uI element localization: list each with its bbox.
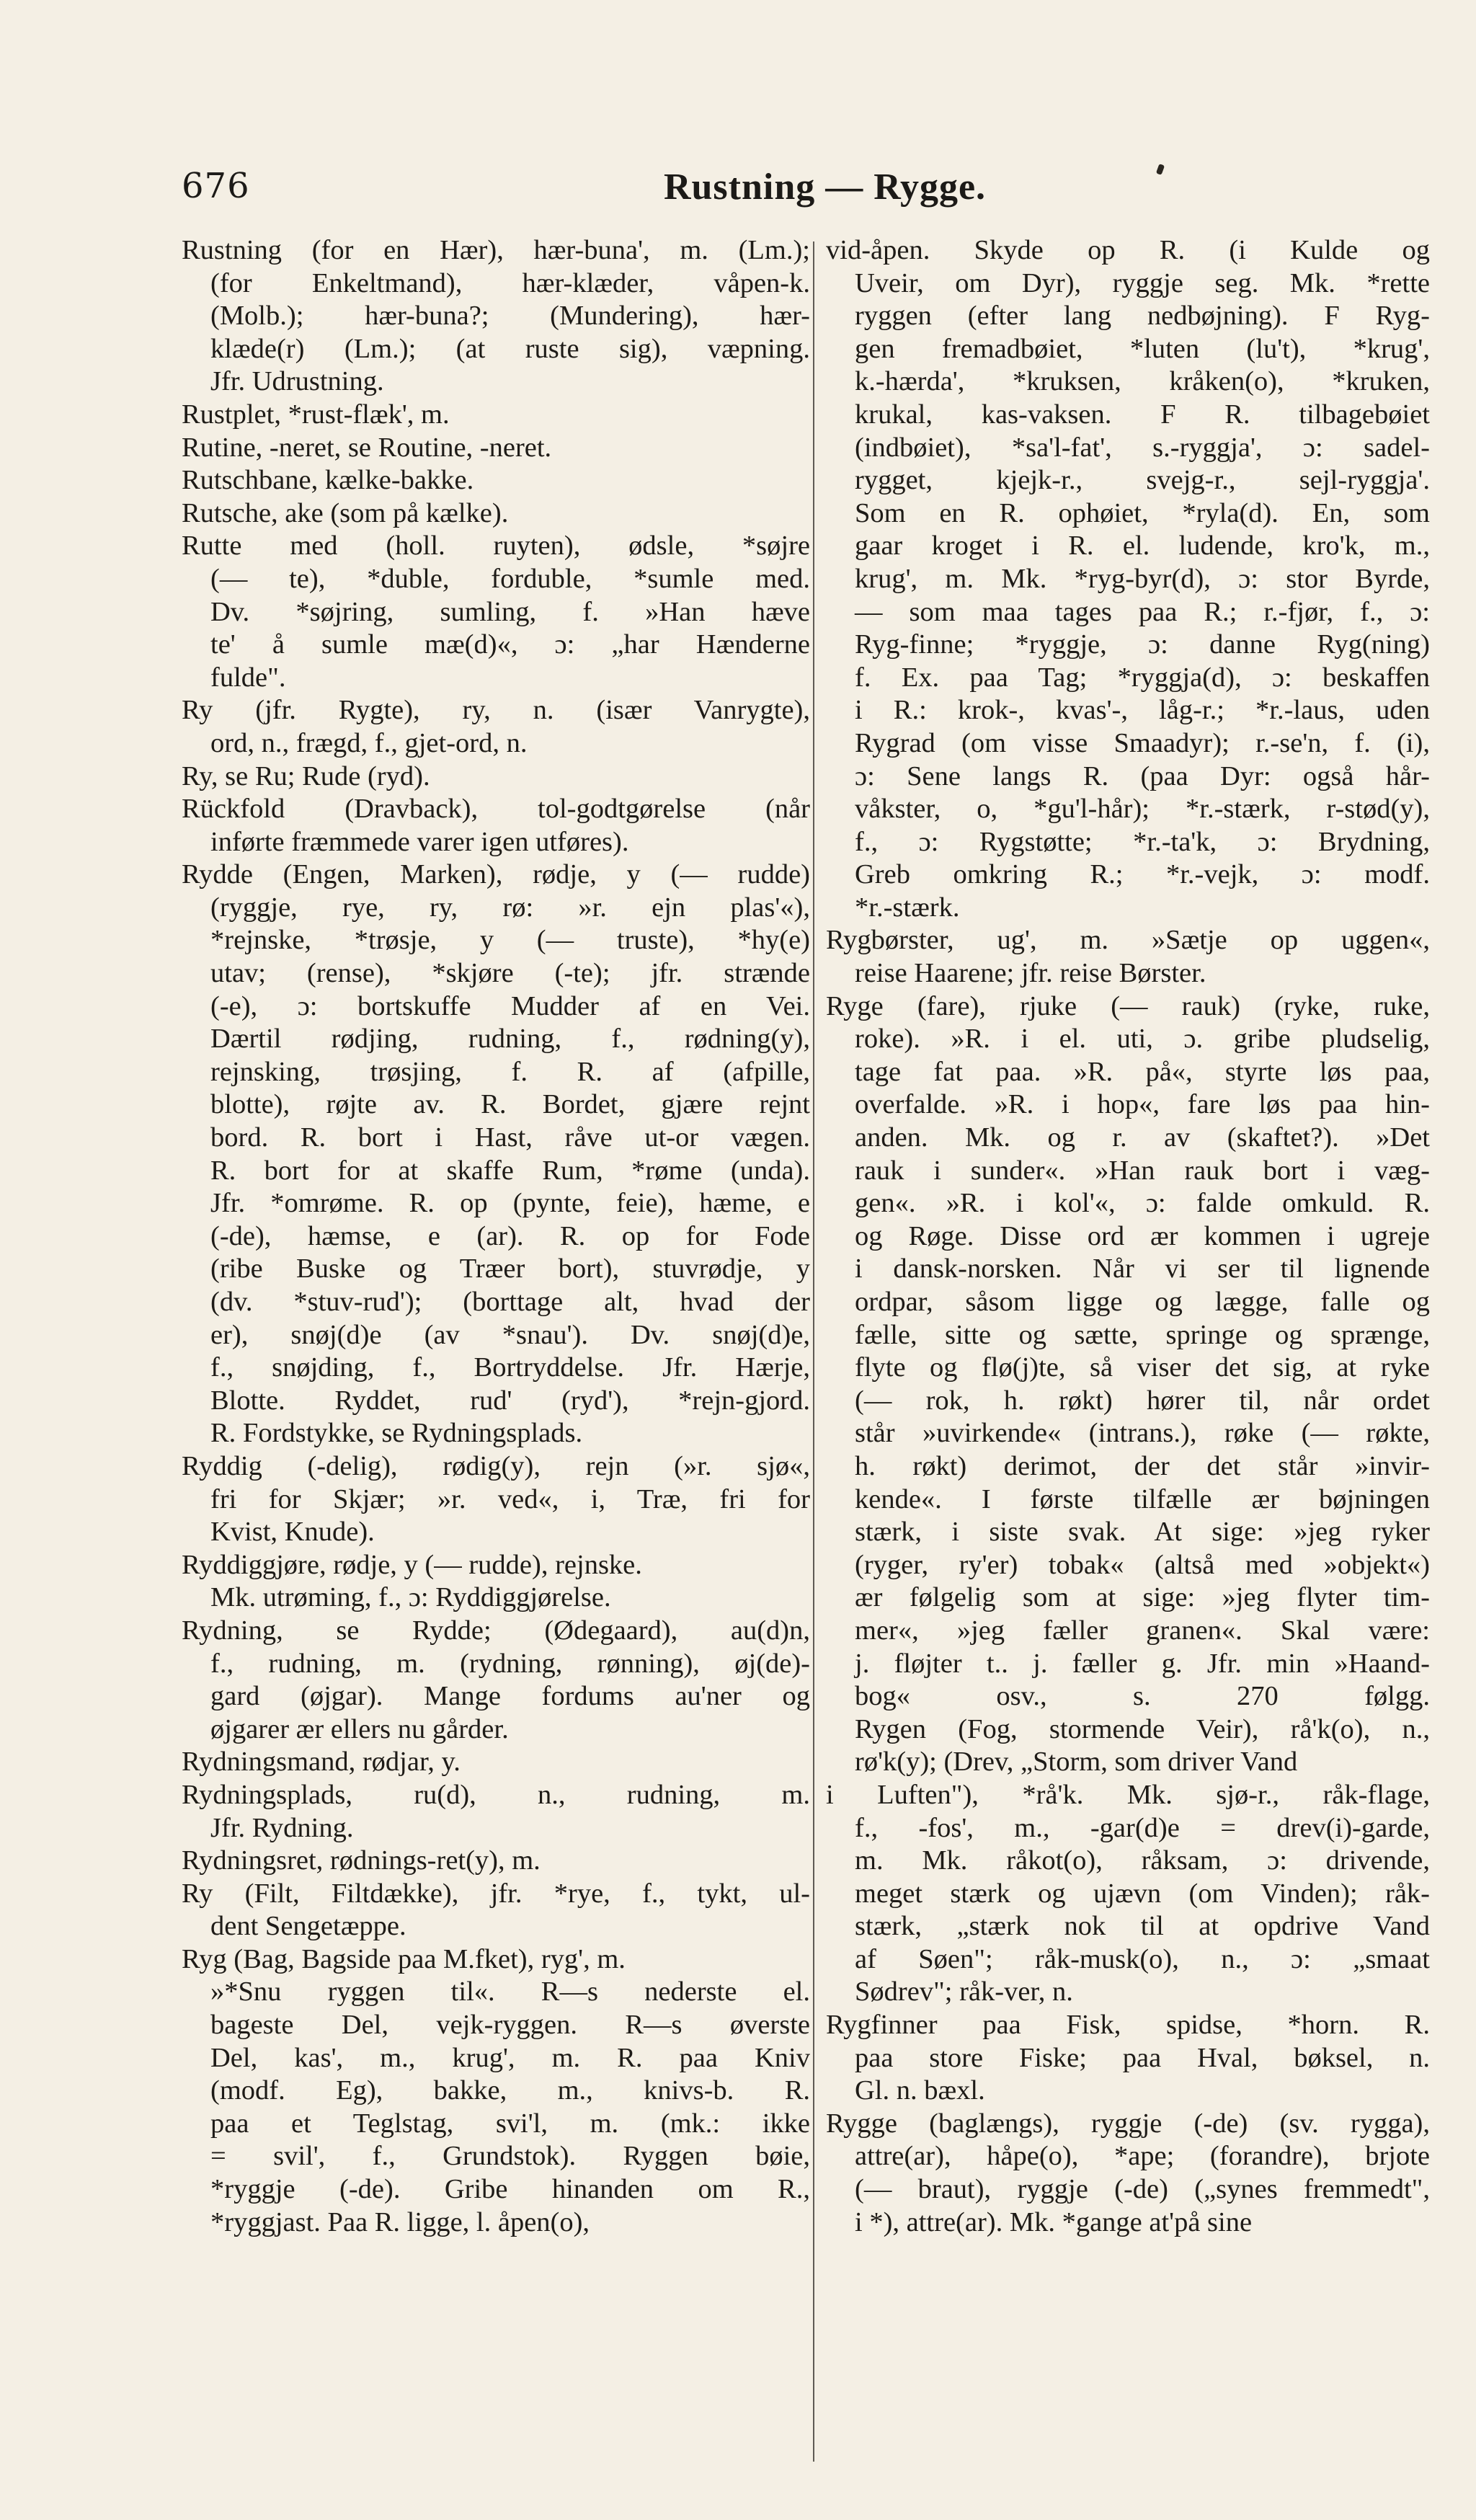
text-line: tage fat paa. »R. på«, styrte løs paa, bbox=[855, 1056, 1430, 1087]
right-column bbox=[810, 234, 1430, 2239]
text-line: (indbøiet), *sa'l-fat', s.-ryggja', ɔ: sadel- bbox=[855, 432, 1430, 463]
text-line: våkster, o, *gu'l-hår); *r.-stærk, r-stød(y), bbox=[855, 794, 1430, 825]
text-line: Rygrad (om visse Smaadyr); r.-se'n, f. (i), bbox=[855, 727, 1430, 758]
text-line: Rygen (Fog, stormende Veir), rå'k(o), n., bbox=[855, 1713, 1430, 1744]
text-line: øjgarer ær ellers nu gårder. bbox=[210, 1713, 509, 1744]
text-line: stærk, i siste svak. At sige: »jeg ryker bbox=[855, 1517, 1430, 1548]
text-line: Ry (Filt, Filtdække), jfr. *rye, f., tykt, ul- bbox=[182, 1878, 810, 1909]
text-line: f., rudning, m. (rydning, rønning), øj(de)- bbox=[210, 1648, 810, 1679]
text-line: paa et Teglstag, svi'l, m. (mk.: ikke bbox=[210, 2108, 810, 2139]
text-line: overfalde. »R. i hop«, fare løs paa hin- bbox=[855, 1089, 1430, 1120]
text-line: ryggen (efter lang nedbøjning). F Ryg- bbox=[855, 301, 1430, 332]
text-line: Kvist, Knude). bbox=[210, 1517, 375, 1548]
text-line: Rydningsmand, rødjar, y. bbox=[182, 1747, 461, 1778]
text-line: R. bort for at skaffe Rum, *røme (unda). bbox=[210, 1155, 810, 1186]
text-line: Rydning, se Rydde; (Ødegaard), au(d)n, bbox=[182, 1615, 810, 1646]
text-line: (-de), hæmse, e (ar). R. op for Fode bbox=[210, 1220, 810, 1251]
text-line: f. Ex. paa Tag; *ryggja(d), ɔ: beskaffen bbox=[855, 662, 1430, 693]
text-line: krukal, kas-vaksen. F R. tilbagebøiet bbox=[855, 399, 1430, 430]
text-line: rauk i sunder«. »Han rauk bort i væg- bbox=[855, 1155, 1430, 1186]
text-line: gen«. »R. i kol'«, ɔ: falde omkuld. R. bbox=[855, 1188, 1430, 1219]
text-line: *r.-stærk. bbox=[855, 892, 960, 923]
text-line: (for Enkeltmand), hær-klæder, våpen-k. bbox=[210, 267, 810, 298]
text-line: rejnsking, trøsjing, f. R. af (afpille, bbox=[210, 1056, 810, 1087]
text-line: Dv. *søjring, sumling, f. »Han hæve bbox=[210, 596, 810, 627]
text-line: k.-hærda', *kruksen, kråken(o), *kruken, bbox=[855, 366, 1430, 397]
text-line: mer«, »jeg fæller granen«. Skal være: bbox=[855, 1615, 1430, 1646]
text-line: blotte), røjte av. R. Bordet, gjære rejnt bbox=[210, 1089, 810, 1120]
text-line: Sødrev"; råk-ver, n. bbox=[855, 1976, 1073, 2007]
text-line: paa store Fiske; paa Hval, bøksel, n. bbox=[855, 2042, 1430, 2073]
text-line: ordpar, såsom ligge og lægge, falle og bbox=[855, 1287, 1430, 1317]
text-line: Jfr. *omrøme. R. op (pynte, feie), hæme, e bbox=[210, 1188, 810, 1219]
text-line: (ribe Buske og Træer bort), stuvrødje, y bbox=[210, 1254, 810, 1285]
text-line: Rutsche, ake (som på kælke). bbox=[182, 497, 509, 528]
text-line: attre(ar), håpe(o), *ape; (forandre), brjote bbox=[855, 2141, 1430, 2172]
text-line: ær følgelig som at sige: »jeg flyter tim- bbox=[855, 1582, 1430, 1613]
text-line: krug', m. Mk. *ryg-byr(d), ɔ: stor Byrde, bbox=[855, 563, 1430, 594]
text-line: Ry (jfr. Rygte), ry, n. (især Vanrygte), bbox=[182, 695, 810, 726]
text-line: stærk, „stærk nok til at opdrive Vand bbox=[855, 1911, 1430, 1942]
text-line: Som en R. ophøiet, *ryla(d). En, som bbox=[855, 497, 1430, 528]
text-line: Greb omkring R.; *r.-vejk, ɔ: modf. bbox=[855, 859, 1430, 890]
text-line: og Røge. Disse ord ær kommen i ugreje bbox=[855, 1220, 1430, 1251]
text-line: Mk. utrøming, f., ɔ: Ryddiggjørelse. bbox=[210, 1582, 611, 1613]
text-line: bord. R. bort i Hast, råve ut-or vægen. bbox=[210, 1122, 810, 1153]
text-line: dent Sengetæppe. bbox=[210, 1911, 406, 1942]
text-line: Jfr. Udrustning. bbox=[210, 366, 384, 397]
text-line: i R.: krok-, kvas'-, låg-r.; *r.-laus, uden bbox=[855, 695, 1430, 726]
text-line: Ryg (Bag, Bagside paa M.fket), ryg', m. bbox=[182, 1943, 626, 1974]
text-line: reise Haarene; jfr. reise Børster. bbox=[855, 958, 1206, 989]
text-line: Rygge (baglængs), ryggje (-de) (sv. rygga), bbox=[826, 2108, 1430, 2139]
text-line: Rückfold (Dravback), tol-godtgørelse (når bbox=[182, 794, 810, 825]
text-line: rø'k(y); (Drev, „Storm, som driver Vand bbox=[855, 1747, 1298, 1778]
text-line: *rejnske, *trøsje, y (— truste), *hy(e) bbox=[210, 925, 810, 956]
text-line: meget stærk og ujævn (om Vinden); råk- bbox=[855, 1878, 1430, 1909]
text-line: (— rok, h. røkt) hører til, når ordet bbox=[855, 1385, 1430, 1416]
text-line: Rydde (Engen, Marken), rødje, y (— rudde) bbox=[182, 859, 810, 890]
text-line: Del, kas', m., krug', m. R. paa Kniv bbox=[210, 2042, 810, 2073]
text-line: *ryggje (-de). Gribe hinanden om R., bbox=[210, 2174, 810, 2205]
text-line: kende«. I første tilfælle ær bøjningen bbox=[855, 1483, 1430, 1514]
text-line: Ryg-finne; *ryggje, ɔ: danne Ryg(ning) bbox=[855, 629, 1430, 660]
text-line: (ryger, ry'er) tobak« (altså med »objekt«) bbox=[855, 1549, 1430, 1580]
text-line: (Molb.); hær-buna?; (Mundering), hær- bbox=[210, 301, 810, 332]
text-line: Blotte. Ryddet, rud' (ryd'), *rejn-gjord. bbox=[210, 1385, 810, 1416]
text-line: (— te), *duble, forduble, *sumle med. bbox=[210, 563, 810, 594]
text-line: Gl. n. bæxl. bbox=[855, 2075, 985, 2106]
text-line: gaar kroget i R. el. ludende, kro'k, m., bbox=[855, 531, 1430, 562]
text-line: Ry, se Ru; Rude (ryd). bbox=[182, 760, 430, 791]
text-line: ord, n., frægd, f., gjet-ord, n. bbox=[210, 727, 528, 758]
text-line: i Luften"), *rå'k. Mk. sjø-r., råk-flage, bbox=[826, 1779, 1430, 1810]
text-line: bog« osv., s. 270 følgg. bbox=[855, 1681, 1430, 1712]
text-line: — som maa tages paa R.; r.-fjør, f., ɔ: bbox=[855, 596, 1430, 627]
text-line: gard (øjgar). Mange fordums au'ner og bbox=[210, 1681, 810, 1712]
text-line: Rustning (for en Hær), hær-buna', m. (Lm.); bbox=[182, 235, 810, 265]
text-line: (dv. *stuv-rud'); (borttage alt, hvad der bbox=[210, 1287, 810, 1317]
text-line: ɔ: Sene langs R. (paa Dyr: også hår- bbox=[855, 760, 1430, 791]
text-line: Rydningsret, rødnings-ret(y), m. bbox=[182, 1845, 541, 1876]
text-line: f., snøjding, f., Bortryddelse. Jfr. Hærje, bbox=[210, 1352, 810, 1383]
text-line: Rydningsplads, ru(d), n., rudning, m. bbox=[182, 1779, 810, 1810]
text-line: *ryggjast. Paa R. ligge, l. åpen(o), bbox=[210, 2206, 590, 2237]
text-line: roke). »R. i el. uti, ɔ. gribe pludselig, bbox=[855, 1024, 1430, 1055]
text-line: (— braut), ryggje (-de) („synes fremmedt", bbox=[855, 2174, 1430, 2205]
text-line: f., -fos', m., -gar(d)e = drev(i)-garde, bbox=[855, 1812, 1430, 1843]
text-line: inførte fræmmede varer igen utføres). bbox=[210, 826, 629, 857]
text-line: h. røkt) derimot, der det står »invir- bbox=[855, 1450, 1430, 1481]
text-line: Ryddig (-delig), rødig(y), rejn (»r. sjø«, bbox=[182, 1450, 810, 1481]
text-line: anden. Mk. og r. av (skaftet?). »Det bbox=[855, 1122, 1430, 1153]
left-column bbox=[182, 234, 810, 2239]
text-line: i dansk-norsken. Når vi ser til lignende bbox=[855, 1254, 1430, 1285]
text-line: klæde(r) (Lm.); (at ruste sig), væpning. bbox=[210, 333, 810, 364]
text-line: Rygbørster, ug', m. »Sætje op uggen«, bbox=[826, 925, 1430, 956]
text-line: Rutine, -neret, se Routine, -neret. bbox=[182, 432, 552, 463]
text-line: Rutschbane, kælke-bakke. bbox=[182, 465, 474, 496]
text-line: j. fløjter t.. j. fæller g. Jfr. min »Haand- bbox=[855, 1648, 1430, 1679]
page-number: 676 bbox=[182, 166, 250, 206]
text-line: Rutte med (holl. ruyten), ødsle, *søjre bbox=[182, 531, 810, 562]
text-line: vid-åpen. Skyde op R. (i Kulde og bbox=[826, 235, 1430, 265]
text-line: utav; (rense), *skjøre (-te); jfr. strænde bbox=[210, 958, 810, 989]
text-line: fri for Skjær; »r. ved«, i, Træ, fri for bbox=[210, 1483, 810, 1514]
text-line: Dærtil rødjing, rudning, f., rødning(y), bbox=[210, 1024, 810, 1055]
text-line: står »uvirkende« (intrans.), røke (— røkte, bbox=[855, 1418, 1430, 1449]
text-line: (modf. Eg), bakke, m., knivs-b. R. bbox=[210, 2075, 810, 2106]
text-line: Ryddiggjøre, rødje, y (— rudde), rejnske. bbox=[182, 1549, 642, 1580]
text-line: m. Mk. råkot(o), råksam, ɔ: drivende, bbox=[855, 1845, 1430, 1876]
text-line: rygget, kjejk-r., svejg-r., sejl-ryggja'. bbox=[855, 465, 1430, 496]
text-line: flyte og flø(j)te, så viser det sig, at ryke bbox=[855, 1352, 1430, 1383]
page-header bbox=[182, 153, 1281, 210]
text-line: Rustplet, *rust-flæk', m. bbox=[182, 399, 450, 430]
text-line: (ryggje, rye, ry, rø: »r. ejn plas'«), bbox=[210, 892, 810, 923]
text-line: = svil', f., Grundstok). Ryggen bøie, bbox=[210, 2141, 810, 2172]
text-line: (-e), ɔ: bortskuffe Mudder af en Vei. bbox=[210, 990, 810, 1021]
text-line: af Søen"; råk-musk(o), n., ɔ: „smaat bbox=[855, 1943, 1430, 1974]
text-line: fælle, sitte og sætte, springe og sprænge, bbox=[855, 1319, 1430, 1350]
text-line: gen fremadbøiet, *luten (lu't), *krug', bbox=[855, 333, 1430, 364]
text-line: f., ɔ: Rygstøtte; *r.-ta'k, ɔ: Brydning, bbox=[855, 826, 1430, 857]
text-line: fulde". bbox=[210, 662, 286, 693]
text-line: Ryge (fare), rjuke (— rauk) (ryke, ruke, bbox=[826, 990, 1430, 1021]
text-line: er), snøj(d)e (av *snau'). Dv. snøj(d)e, bbox=[210, 1319, 810, 1350]
text-line: »*Snu ryggen til«. R—s nederste el. bbox=[210, 1976, 810, 2007]
text-line: R. Fordstykke, se Rydningsplads. bbox=[210, 1418, 583, 1449]
text-line: Uveir, om Dyr), ryggje seg. Mk. *rette bbox=[855, 267, 1430, 298]
text-line: te' å sumle mæ(d)«, ɔ: „har Hænderne bbox=[210, 629, 810, 660]
text-line: bageste Del, vejk-ryggen. R—s øverste bbox=[210, 2010, 810, 2041]
text-line: Rygfinner paa Fisk, spidse, *horn. R. bbox=[826, 2010, 1430, 2041]
text-line: Jfr. Rydning. bbox=[210, 1812, 354, 1843]
text-line: i *), attre(ar). Mk. *gange at'på sine bbox=[855, 2206, 1253, 2237]
running-title: Rustning — Rygge. bbox=[663, 167, 987, 208]
